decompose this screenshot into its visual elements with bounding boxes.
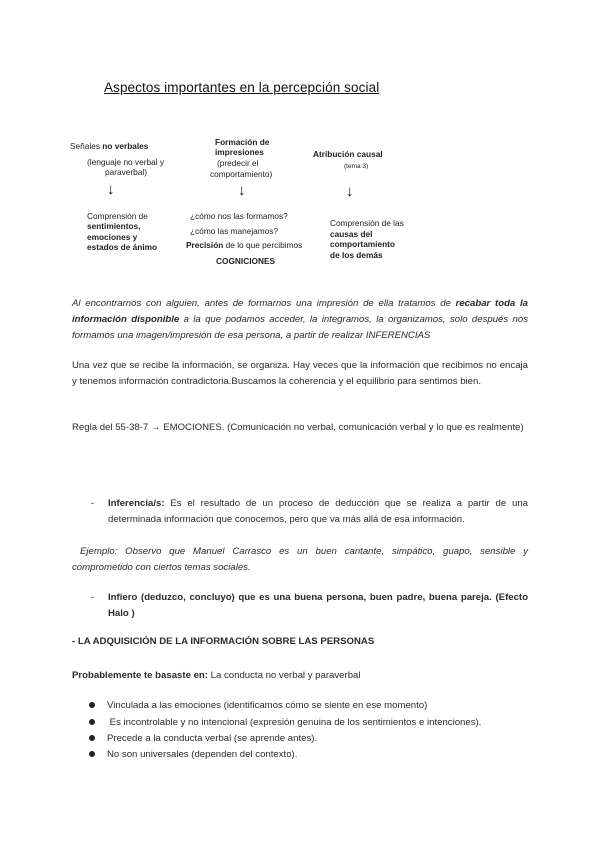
probable-rest: La conducta no verbal y paraverbal <box>207 670 361 681</box>
col3-result-1: Comprensión de las <box>330 218 404 228</box>
col3-arrow: ↓ <box>346 183 354 200</box>
bullet-dot-icon <box>89 751 95 757</box>
bullet-dot-icon <box>89 702 95 708</box>
paragraph-intro <box>72 296 528 344</box>
col1-heading <box>70 141 148 152</box>
col3-sub: (tema 3) <box>344 163 369 170</box>
inferencia-term: Inferencia/s: <box>108 498 165 509</box>
inferencia-definition <box>108 496 528 528</box>
col2-arrow: ↓ <box>238 182 246 199</box>
section-heading: - LA ADQUISICIÓN DE LA INFORMACIÓN SOBRE LAS PERSONAS <box>72 636 375 647</box>
col1-result-3: emociones y <box>87 232 138 242</box>
paragraph-rule: Regla del 55-38-7 → EMOCIONES. (Comunicación no verbal, comunicación verbal y lo que es realmente) <box>72 422 524 433</box>
bullet-dot-icon <box>89 719 95 725</box>
example-text: Ejemplo: Observo que Manuel Carrasco es un buen cantante, simpático, guapo, sensible y comprometido con ciertos temas sociales. <box>72 546 528 573</box>
col3-result-3: comportamiento <box>330 239 395 249</box>
inferencia-text: Es el resultado de un proceso de deducción que se realiza a partir de una determinada información que conocemos, pero que va más allá de esa información. <box>108 498 528 525</box>
col2-question-1: ¿cómo nos las formamos? <box>190 211 288 221</box>
col1-sub1: (lenguaje no verbal y <box>87 157 165 167</box>
probable-line <box>72 668 528 684</box>
bullet-item: Es incontrolable y no intencional (expresión genuina de los sentimientos e intenciones). <box>89 716 481 730</box>
col3-result-4: de los demás <box>330 250 383 260</box>
col1-arrow: ↓ <box>107 181 115 198</box>
col2-sub-1: (predecir el <box>217 158 259 168</box>
col3-result-2: causas del <box>330 229 373 239</box>
inferencia-dash: - <box>91 498 95 509</box>
paragraph-intro-c: a la que podamos acceder, la integramos, la organizamos, solo después nos formamos una imagen/impresión de esa persona, a partir de realizar INFERENCIAS <box>72 314 528 341</box>
col2-q3-bold: Precisión <box>186 240 224 250</box>
paragraph-organization: Una vez que se recibe la información, se organiza. Hay veces que la información que recibimos no encaja y tenemos información contradictoria.Buscamos la coherencia y el equilibrio para sentimos bien. <box>72 360 528 387</box>
col2-heading-2: impresiones <box>215 147 264 157</box>
col2-footer: COGNICIONES <box>216 256 276 266</box>
diagram-title: Aspectos importantes en la percepción social <box>104 80 380 95</box>
col2-heading-1: Formación de <box>215 137 270 147</box>
col1-sub2: paraverbal) <box>105 167 147 177</box>
col2-question-2: ¿cómo las manejamos? <box>190 226 279 236</box>
infiero-text: Infiero (deduzco, concluyo) que es una buena persona, buen padre, buena pareja. (Efecto Halo ) <box>108 592 528 619</box>
paragraph-intro-a: Al encontrarnos con alguien, antes de formarnos una impresión de ella tratamos de <box>72 298 456 309</box>
bullet-item: No son universales (dependen del contexto). <box>89 748 297 762</box>
bullet-item: Precede a la conducta verbal (se aprende antes). <box>89 732 317 746</box>
col1-result-4: estados de ánimo <box>87 242 158 252</box>
col1-heading-bold: no verbales <box>102 141 149 151</box>
col1-result-2: sentimientos, <box>87 221 141 231</box>
col2-question-3 <box>186 240 302 251</box>
col2-sub-2: comportamiento) <box>210 169 273 179</box>
bullet-item: Vinculada a las emociones (identificamos cómo se siente en ese momento) <box>89 699 427 713</box>
paragraph-intro-bold: recabar toda la información disponible <box>72 298 528 325</box>
infiero-dash: - <box>91 592 95 603</box>
col3-heading: Atribución causal <box>313 149 383 159</box>
bullet-dot-icon <box>89 735 95 741</box>
col1-heading-pre: Señales <box>70 141 103 151</box>
col2-q3-rest: de lo que percibimos <box>223 240 303 250</box>
probable-bold: Probablemente te basaste en: <box>72 670 208 681</box>
col1-result-1: Comprensión de <box>87 211 148 221</box>
